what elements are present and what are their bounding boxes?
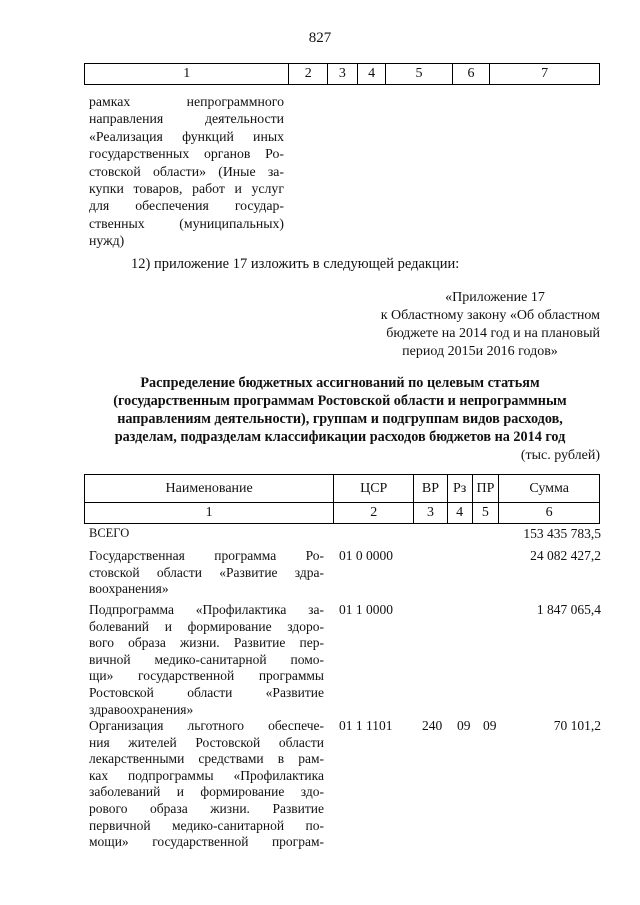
row-csr: 01 1 1101 <box>339 718 393 733</box>
header-vr: ВР <box>414 475 448 503</box>
row-name-line: стовской области «Развитие здра- <box>89 564 324 580</box>
total-row <box>89 524 601 542</box>
row-sum: 24 082 427,2 <box>530 548 601 563</box>
column-number: 1 <box>85 64 289 85</box>
row-name <box>89 602 324 718</box>
appendix-header <box>330 289 600 361</box>
text-line: стовской области» (Иные за- <box>89 163 284 179</box>
row-pr: 09 <box>483 718 497 733</box>
text-line: купки товаров, работ и услуг <box>89 181 284 197</box>
column-number: 5 <box>386 64 452 85</box>
row-rz: 09 <box>457 718 471 733</box>
row-name-line: болеваний и формирование здоро- <box>89 618 324 634</box>
header-name: Наименование <box>85 475 334 503</box>
column-number: 6 <box>499 503 600 524</box>
column-number: 4 <box>357 64 386 85</box>
column-number: 4 <box>447 503 472 524</box>
row-name-line: ках подпрограммы «Профилактика <box>89 767 324 783</box>
column-number: 1 <box>85 503 334 524</box>
column-number: 7 <box>490 64 600 85</box>
column-number: 3 <box>414 503 448 524</box>
row-name-line: вичной медико-санитарной помо- <box>89 651 324 667</box>
row-name-line: ния жителей Ростовской области <box>89 734 324 750</box>
row-name-line: воохранения» <box>89 581 169 597</box>
continuation-text <box>89 93 284 250</box>
row-name-line: Ростовской области «Развитие <box>89 684 324 700</box>
text-line: для обеспечения государ- <box>89 198 284 214</box>
row-vr: 240 <box>422 718 443 733</box>
column-number: 3 <box>328 64 358 85</box>
row-name-line: Подпрограмма «Профилактика за- <box>89 602 324 617</box>
header-csr: ЦСР <box>334 475 414 503</box>
column-number: 5 <box>472 503 499 524</box>
title-line: направлениям деятельности), группам и подгруппам видов расходов, <box>117 411 563 427</box>
title-line: Распределение бюджетных ассигнований по целевым статьям <box>140 375 540 391</box>
column-number: 2 <box>289 64 328 85</box>
header-pr: ПР <box>472 475 499 503</box>
column-number: 2 <box>334 503 414 524</box>
table-number-row <box>85 503 600 524</box>
row-csr: 01 1 0000 <box>339 602 393 617</box>
row-name-line: щи» государственной программы <box>89 668 324 684</box>
row-name-line: мощи» государственной програм- <box>89 834 324 850</box>
table-header-row <box>85 475 600 503</box>
row-name-line: Государственная программа Ро- <box>89 548 324 563</box>
row-name-line: лекарственными средствами в рам- <box>89 751 324 767</box>
text-line: направления деятельности <box>89 111 284 127</box>
appendix-line: период 2015и 2016 годов» <box>402 344 558 359</box>
text-line: государственных органов Ро- <box>89 146 284 162</box>
header-rz: Рз <box>447 475 472 503</box>
text-line: «Реализация функций иных <box>89 128 284 144</box>
title-line: (государственным программам Ростовской области и непрограммным <box>113 393 567 409</box>
instruction-text: 12) приложение 17 изложить в следующей редакции: <box>131 256 460 272</box>
row-name-line: вого образа жизни. Развитие пер- <box>89 635 324 651</box>
row-name <box>89 548 324 598</box>
header-sum: Сумма <box>499 475 600 503</box>
appendix-line: к Областному закону «Об областном <box>380 308 600 323</box>
text-line: нужд) <box>89 233 125 249</box>
table-row <box>89 602 601 720</box>
document-title <box>80 374 600 446</box>
row-csr: 01 0 0000 <box>339 548 393 563</box>
title-line: разделам, подразделам классификации расходов бюджетов на 2014 год <box>114 429 566 445</box>
table-row <box>85 64 600 85</box>
row-sum: 1 847 065,4 <box>536 602 601 617</box>
appendix-line: бюджете на 2014 год и на плановый <box>386 326 600 341</box>
main-table-header <box>84 474 600 524</box>
appendix-line: «Приложение 17 <box>445 290 545 305</box>
text-line: ственных (муниципальных) <box>89 215 284 231</box>
text-line: рамках непрограммного <box>89 94 284 109</box>
row-name-line: здравоохранения» <box>89 701 194 717</box>
table-row <box>89 548 601 600</box>
page-number: 827 <box>308 30 332 46</box>
row-sum: 70 101,2 <box>553 718 601 733</box>
table-row <box>89 718 601 858</box>
total-label: ВСЕГО <box>89 526 130 540</box>
units-label: (тыс. рублей) <box>520 448 600 463</box>
row-name-line: Организация льготного обеспече- <box>89 718 324 733</box>
top-table-header <box>84 63 600 85</box>
total-sum: 153 435 783,5 <box>523 526 601 541</box>
column-number: 6 <box>452 64 490 85</box>
row-name-line: рового образа жизни. Развитие <box>89 800 324 816</box>
row-name-line: первичной медико-санитарной по- <box>89 817 324 833</box>
row-name-line: заболеваний и формирование здо- <box>89 784 324 800</box>
row-name <box>89 718 324 851</box>
